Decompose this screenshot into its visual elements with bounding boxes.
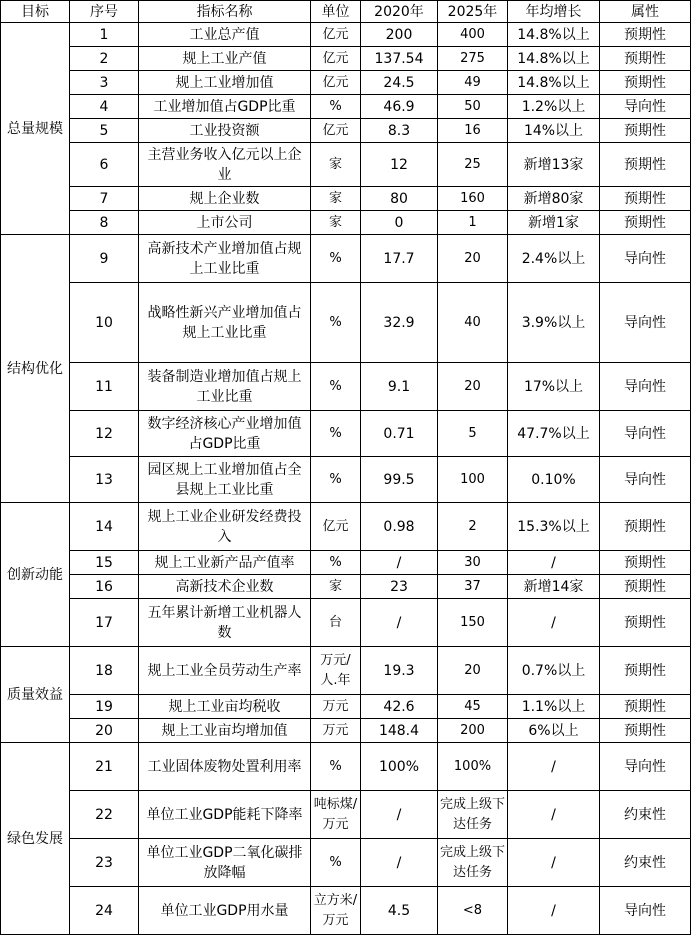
unit-cell: 台 [311,599,361,647]
table-row [1,411,691,457]
attribute-cell: 预期性 [600,47,691,71]
indicator-name: 规上工业亩均增加值 [139,719,311,743]
unit-cell: % [311,743,361,791]
header-goal: 目标 [1,1,70,23]
indicator-name: 规上工业增加值 [139,71,311,95]
indicator-name: 上市公司 [139,211,311,235]
row-number: 13 [70,457,139,503]
indicator-name: 工业投资额 [139,119,311,143]
attribute-cell: 导向性 [600,743,691,791]
table-row [1,887,691,935]
indicator-name: 规上工业亩均税收 [139,695,311,719]
indicator-name: 单位工业GDP能耗下降率 [139,791,311,839]
unit-cell: 亿元 [311,23,361,47]
attribute-cell: 预期性 [600,599,691,647]
table-row [1,719,691,743]
value-2025: 160 [438,187,508,211]
attribute-cell: 预期性 [600,71,691,95]
attribute-cell: 预期性 [600,143,691,187]
row-number: 14 [70,503,139,551]
value-2020: 32.9 [361,283,438,363]
value-2020: 4.5 [361,887,438,935]
annual-growth: 3.9%以上 [508,283,600,363]
table-row [1,839,691,887]
row-number: 6 [70,143,139,187]
row-number: 10 [70,283,139,363]
unit-cell: % [311,95,361,119]
attribute-cell: 约束性 [600,839,691,887]
annual-growth: 6%以上 [508,719,600,743]
table-row [1,23,691,47]
annual-growth: 1.2%以上 [508,95,600,119]
unit-cell: % [311,235,361,283]
attribute-cell: 预期性 [600,119,691,143]
unit-cell: 吨标煤/万元 [311,791,361,839]
attribute-cell: 预期性 [600,187,691,211]
attribute-cell: 导向性 [600,283,691,363]
value-2020: / [361,791,438,839]
value-2020: 0.98 [361,503,438,551]
attribute-cell: 导向性 [600,457,691,503]
unit-cell: 万元 [311,695,361,719]
value-2020: 200 [361,23,438,47]
indicator-name: 高新技术产业增加值占规上工业比重 [139,235,311,283]
annual-growth: 新增13家 [508,143,600,187]
unit-cell: 亿元 [311,119,361,143]
row-number: 19 [70,695,139,719]
table-row [1,503,691,551]
annual-growth: / [508,551,600,575]
table-row [1,71,691,95]
value-2020: 0 [361,211,438,235]
unit-cell: % [311,283,361,363]
table-row [1,647,691,695]
goal-cell: 总量规模 [1,23,70,235]
annual-growth: 0.10% [508,457,600,503]
annual-growth: 17%以上 [508,363,600,411]
annual-growth: 0.7%以上 [508,647,600,695]
value-2025: 100% [438,743,508,791]
table-row [1,95,691,119]
row-number: 4 [70,95,139,119]
value-2025: 45 [438,695,508,719]
value-2020: 46.9 [361,95,438,119]
table-row [1,457,691,503]
header-2020: 2020年 [361,1,438,23]
attribute-cell: 导向性 [600,235,691,283]
annual-growth: 新增80家 [508,187,600,211]
attribute-cell: 预期性 [600,647,691,695]
table-row [1,791,691,839]
indicator-name: 高新技术企业数 [139,575,311,599]
goal-cell: 绿色发展 [1,743,70,935]
unit-cell: 家 [311,575,361,599]
indicator-name: 园区规上工业增加值占全县规上工业比重 [139,457,311,503]
annual-growth: 14.8%以上 [508,47,600,71]
indicator-name: 规上工业新产品产值率 [139,551,311,575]
goal-cell: 创新动能 [1,503,70,647]
value-2025: <8 [438,887,508,935]
value-2025: 37 [438,575,508,599]
goal-cell: 质量效益 [1,647,70,743]
annual-growth: 15.3%以上 [508,503,600,551]
attribute-cell: 预期性 [600,719,691,743]
indicator-name: 规上企业数 [139,187,311,211]
value-2020: / [361,551,438,575]
value-2020: / [361,599,438,647]
value-2020: 8.3 [361,119,438,143]
value-2025: 30 [438,551,508,575]
row-number: 18 [70,647,139,695]
table-row [1,235,691,283]
unit-cell: % [311,457,361,503]
annual-growth: 14%以上 [508,119,600,143]
value-2025: 275 [438,47,508,71]
unit-cell: 亿元 [311,503,361,551]
row-number: 23 [70,839,139,887]
row-number: 9 [70,235,139,283]
value-2025: 20 [438,647,508,695]
annual-growth: 47.7%以上 [508,411,600,457]
unit-cell: 立方米/万元 [311,887,361,935]
table-row [1,187,691,211]
row-number: 12 [70,411,139,457]
annual-growth: / [508,599,600,647]
value-2020: 148.4 [361,719,438,743]
unit-cell: 万元/人.年 [311,647,361,695]
indicator-name: 主营业务收入亿元以上企业 [139,143,311,187]
unit-cell: 万元 [311,719,361,743]
value-2020: 42.6 [361,695,438,719]
value-2025: 20 [438,363,508,411]
annual-growth: 新增14家 [508,575,600,599]
table-row [1,283,691,363]
value-2025: 49 [438,71,508,95]
unit-cell: % [311,411,361,457]
header-attr: 属性 [600,1,691,23]
value-2020: / [361,839,438,887]
value-2020: 137.54 [361,47,438,71]
table-row [1,599,691,647]
row-number: 8 [70,211,139,235]
row-number: 16 [70,575,139,599]
row-number: 3 [70,71,139,95]
annual-growth: / [508,743,600,791]
indicator-name: 五年累计新增工业机器人数 [139,599,311,647]
annual-growth: 2.4%以上 [508,235,600,283]
unit-cell: 亿元 [311,47,361,71]
indicator-name: 工业增加值占GDP比重 [139,95,311,119]
value-2025: 20 [438,235,508,283]
value-2020: 19.3 [361,647,438,695]
indicator-name: 装备制造业增加值占规上工业比重 [139,363,311,411]
value-2025: 25 [438,143,508,187]
unit-cell: 家 [311,143,361,187]
row-number: 21 [70,743,139,791]
annual-growth: / [508,791,600,839]
table-row [1,575,691,599]
value-2020: 17.7 [361,235,438,283]
row-number: 15 [70,551,139,575]
indicator-name: 规上工业企业研发经费投入 [139,503,311,551]
row-number: 20 [70,719,139,743]
value-2020: 80 [361,187,438,211]
annual-growth: / [508,839,600,887]
header-unit: 单位 [311,1,361,23]
attribute-cell: 导向性 [600,887,691,935]
unit-cell: 亿元 [311,71,361,95]
annual-growth: 新增1家 [508,211,600,235]
value-2025: 完成上级下达任务 [438,839,508,887]
indicator-name: 工业总产值 [139,23,311,47]
value-2025: 1 [438,211,508,235]
attribute-cell: 导向性 [600,411,691,457]
value-2025: 150 [438,599,508,647]
unit-cell: % [311,551,361,575]
value-2025: 40 [438,283,508,363]
header-name: 指标名称 [139,1,311,23]
annual-growth: 14.8%以上 [508,23,600,47]
attribute-cell: 导向性 [600,363,691,411]
indicator-name: 数字经济核心产业增加值占GDP比重 [139,411,311,457]
annual-growth: 14.8%以上 [508,71,600,95]
table-row [1,551,691,575]
attribute-cell: 预期性 [600,211,691,235]
table-row [1,47,691,71]
value-2025: 200 [438,719,508,743]
value-2020: 24.5 [361,71,438,95]
value-2025: 完成上级下达任务 [438,791,508,839]
table-row [1,211,691,235]
row-number: 22 [70,791,139,839]
unit-cell: % [311,839,361,887]
row-number: 5 [70,119,139,143]
indicator-name: 单位工业GDP二氧化碳排放降幅 [139,839,311,887]
unit-cell: % [311,363,361,411]
row-number: 7 [70,187,139,211]
header-row [1,1,691,23]
goal-cell: 结构优化 [1,235,70,503]
table-row [1,119,691,143]
indicator-name: 工业固体废物处置利用率 [139,743,311,791]
indicator-name: 规上工业全员劳动生产率 [139,647,311,695]
indicator-name: 战略性新兴产业增加值占规上工业比重 [139,283,311,363]
value-2025: 100 [438,457,508,503]
attribute-cell: 预期性 [600,23,691,47]
value-2025: 400 [438,23,508,47]
value-2020: 0.71 [361,411,438,457]
row-number: 1 [70,23,139,47]
table-body [1,23,691,935]
attribute-cell: 预期性 [600,575,691,599]
unit-cell: 家 [311,211,361,235]
attribute-cell: 预期性 [600,695,691,719]
row-number: 11 [70,363,139,411]
value-2025: 50 [438,95,508,119]
attribute-cell: 预期性 [600,551,691,575]
value-2025: 16 [438,119,508,143]
table-row [1,743,691,791]
annual-growth: / [508,887,600,935]
header-2025: 2025年 [438,1,508,23]
indicator-name: 单位工业GDP用水量 [139,887,311,935]
table-row [1,143,691,187]
value-2020: 100% [361,743,438,791]
row-number: 2 [70,47,139,71]
attribute-cell: 导向性 [600,95,691,119]
value-2020: 23 [361,575,438,599]
value-2020: 9.1 [361,363,438,411]
attribute-cell: 预期性 [600,503,691,551]
attribute-cell: 约束性 [600,791,691,839]
value-2020: 12 [361,143,438,187]
row-number: 17 [70,599,139,647]
header-no: 序号 [70,1,139,23]
header-growth: 年均增长 [508,1,600,23]
row-number: 24 [70,887,139,935]
table-row [1,363,691,411]
value-2020: 99.5 [361,457,438,503]
value-2025: 5 [438,411,508,457]
annual-growth: 1.1%以上 [508,695,600,719]
table-row [1,695,691,719]
unit-cell: 家 [311,187,361,211]
value-2025: 2 [438,503,508,551]
indicator-name: 规上工业产值 [139,47,311,71]
